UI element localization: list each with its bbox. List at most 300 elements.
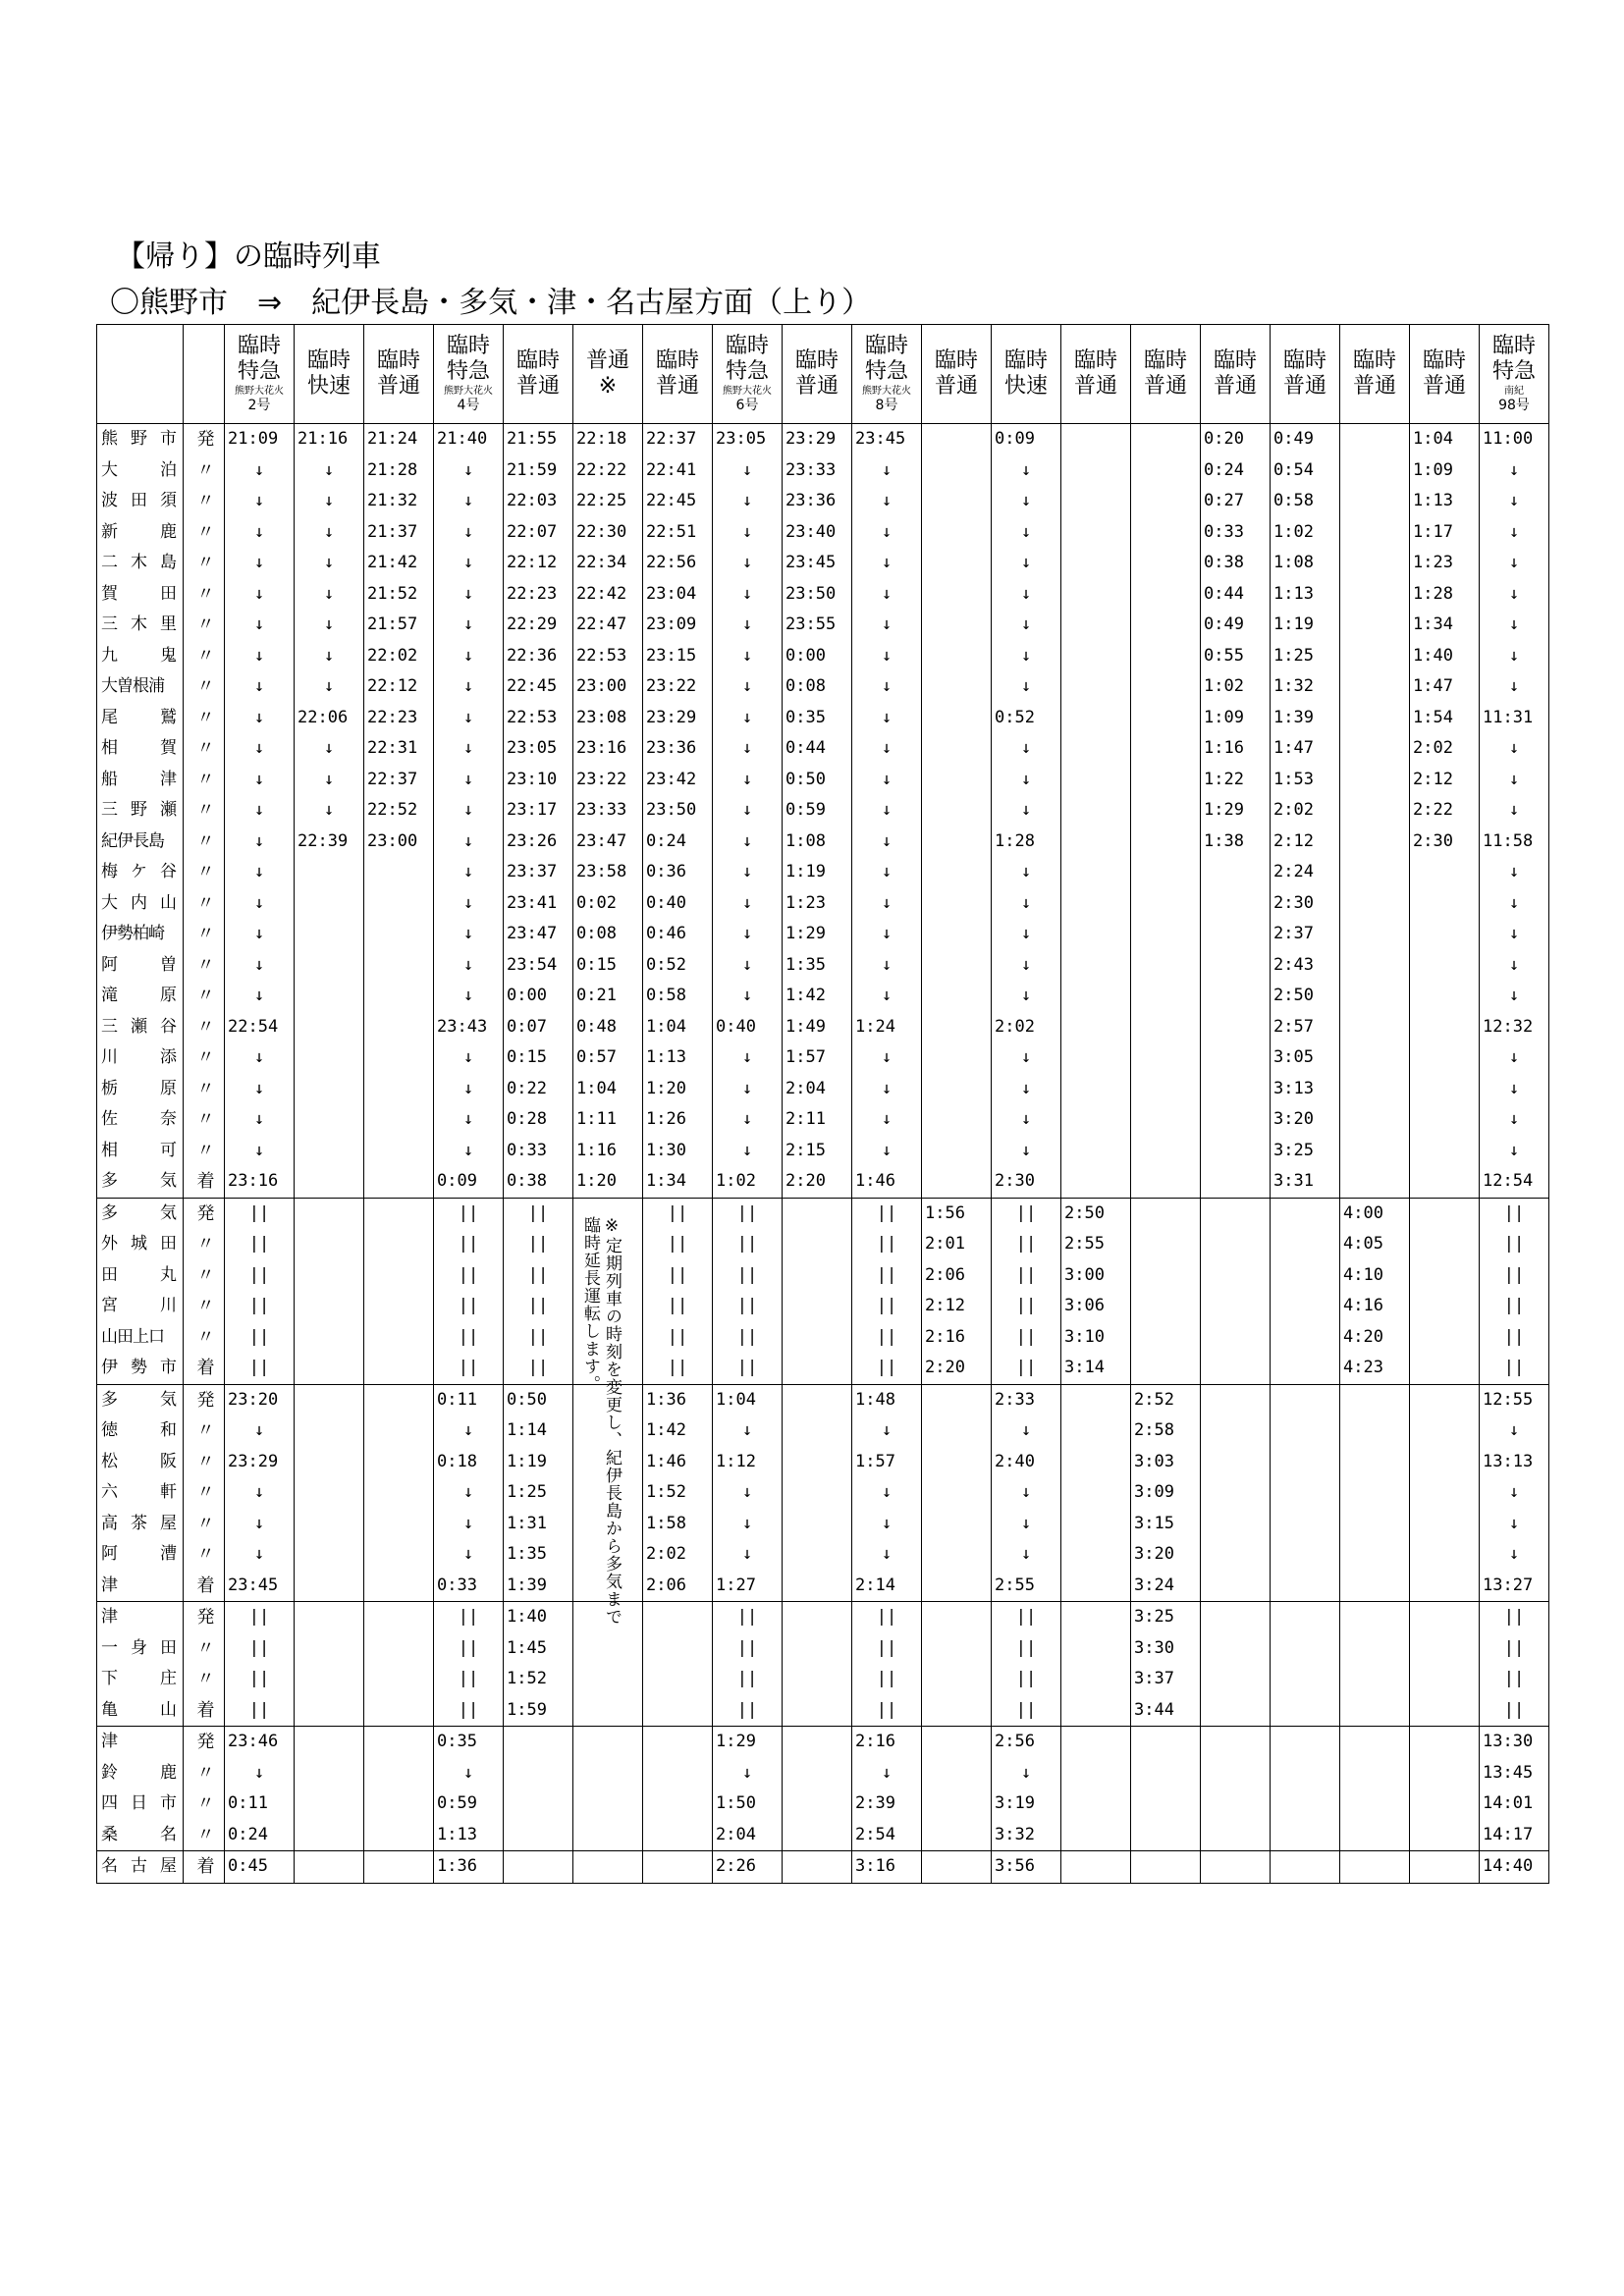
arr-dep-mark: 〃 <box>196 1793 215 1814</box>
station-name: 外 城 田 <box>101 1234 177 1254</box>
time-cell: 0:24 <box>1204 459 1244 480</box>
pass-arrow: ↓ <box>1020 769 1032 789</box>
arr-dep-mark: 〃 <box>196 862 215 882</box>
pass-arrow: ↓ <box>741 676 753 696</box>
pass-arrow: ↓ <box>323 769 335 789</box>
time-cell: 12:55 <box>1483 1389 1534 1410</box>
arr-dep-mark: 〃 <box>196 614 215 635</box>
train-header: 臨時 普通 <box>1410 325 1480 424</box>
train-times <box>1480 424 1549 1199</box>
pass-arrow: ↓ <box>1508 769 1520 789</box>
time-cell: 2:55 <box>1064 1234 1105 1254</box>
train-times <box>783 1198 852 1384</box>
train-times <box>852 1851 922 1884</box>
not-via-mark: || <box>248 1234 270 1254</box>
train-times <box>1201 1727 1271 1851</box>
time-cell: 11:00 <box>1483 429 1534 449</box>
time-cell: 1:14 <box>507 1420 547 1440</box>
time-cell: 23:05 <box>507 738 558 758</box>
time-cell: 23:04 <box>646 583 697 604</box>
not-via-mark: || <box>1015 1637 1037 1658</box>
time-cell: 2:50 <box>1273 986 1314 1005</box>
time-cell: 3:44 <box>1134 1699 1174 1720</box>
time-cell: 3:09 <box>1134 1482 1174 1502</box>
time-cell: 23:36 <box>785 491 837 510</box>
station-name: 津 <box>101 1575 118 1595</box>
time-cell: 0:40 <box>716 1016 756 1037</box>
time-cell: 23:05 <box>716 429 767 449</box>
pass-arrow: ↓ <box>462 986 474 1005</box>
time-cell: 3:00 <box>1064 1264 1105 1285</box>
time-cell: 1:40 <box>507 1607 547 1627</box>
arr-dep-mark: 〃 <box>196 1140 215 1161</box>
time-cell: 2:06 <box>646 1575 686 1595</box>
train-times <box>713 1851 783 1884</box>
pass-arrow: ↓ <box>253 1513 265 1533</box>
station-name: 九 鬼 <box>101 645 177 666</box>
time-cell: 22:42 <box>576 583 627 604</box>
not-via-mark: || <box>1015 1669 1037 1688</box>
time-cell: 2:04 <box>716 1824 756 1844</box>
time-cell: 23:29 <box>785 429 837 449</box>
station-name: 栃 原 <box>101 1078 177 1098</box>
not-via-mark: || <box>876 1234 897 1254</box>
time-cell: 2:58 <box>1134 1420 1174 1440</box>
station-marks <box>184 424 225 1199</box>
time-cell: 3:20 <box>1273 1109 1314 1129</box>
time-cell: 23:20 <box>228 1389 279 1410</box>
time-cell: 1:22 <box>1204 769 1244 789</box>
time-cell: 1:29 <box>716 1732 756 1751</box>
note-cell <box>573 1198 643 1626</box>
pass-arrow: ↓ <box>253 583 265 604</box>
time-cell: 1:49 <box>785 1016 826 1037</box>
pass-arrow: ↓ <box>881 1420 893 1440</box>
pass-arrow: ↓ <box>1020 1544 1032 1564</box>
time-cell: 1:34 <box>646 1171 686 1191</box>
time-cell: 1:34 <box>1413 614 1453 634</box>
not-via-mark: || <box>458 1607 479 1627</box>
train-times <box>992 1851 1061 1884</box>
time-cell: 1:58 <box>646 1513 686 1533</box>
train-times <box>295 1198 364 1384</box>
time-cell: 1:16 <box>576 1140 617 1160</box>
pass-arrow: ↓ <box>741 614 753 634</box>
time-cell: 1:04 <box>1413 429 1453 449</box>
station-name: 大 泊 <box>101 459 177 480</box>
not-via-mark: || <box>458 1296 479 1315</box>
train-times <box>434 1198 504 1384</box>
time-cell: 1:02 <box>716 1171 756 1191</box>
time-cell: 0:08 <box>785 676 826 696</box>
pass-arrow: ↓ <box>741 1544 753 1564</box>
pass-arrow: ↓ <box>1020 1513 1032 1533</box>
arr-dep-mark: 〃 <box>196 892 215 914</box>
station-names <box>97 1727 184 1851</box>
time-cell: 4:00 <box>1343 1202 1383 1223</box>
time-cell: 0:27 <box>1204 491 1244 510</box>
pass-arrow: ↓ <box>253 800 265 820</box>
pass-arrow: ↓ <box>462 892 474 913</box>
train-times <box>1061 1727 1131 1851</box>
time-cell: 21:24 <box>367 429 418 449</box>
time-cell: 23:08 <box>576 707 627 727</box>
not-via-mark: || <box>736 1607 758 1627</box>
pass-arrow: ↓ <box>253 1140 265 1160</box>
time-cell: 14:17 <box>1483 1824 1534 1844</box>
time-cell: 0:49 <box>1204 614 1244 634</box>
pass-arrow: ↓ <box>741 830 753 851</box>
timetable-section <box>97 1602 1549 1727</box>
train-times <box>1480 1384 1549 1602</box>
time-cell: 22:30 <box>576 521 627 542</box>
time-cell: 22:37 <box>646 429 697 449</box>
pass-arrow: ↓ <box>462 645 474 666</box>
time-cell: 0:58 <box>646 986 686 1005</box>
pass-arrow: ↓ <box>1508 491 1520 510</box>
route-subtitle: 〇熊野市 ⇒ 紀伊長島・多気・津・名古屋方面（上り） <box>110 286 872 320</box>
station-name: 宮 川 <box>101 1296 177 1315</box>
time-cell: 3:05 <box>1273 1047 1314 1067</box>
pass-arrow: ↓ <box>1508 1482 1520 1502</box>
operation-note: ※定期列車の時刻を変更し、紀伊長島から多気まで臨時延長運転します。 <box>580 1215 622 1626</box>
not-via-mark: || <box>527 1234 549 1254</box>
time-cell: 1:20 <box>646 1078 686 1098</box>
pass-arrow: ↓ <box>881 830 893 851</box>
time-cell: 0:18 <box>437 1451 477 1471</box>
time-cell: 0:24 <box>646 830 686 851</box>
time-cell: 0:45 <box>228 1856 268 1876</box>
not-via-mark: || <box>667 1326 688 1347</box>
time-cell: 2:12 <box>1413 769 1453 789</box>
pass-arrow: ↓ <box>1508 676 1520 696</box>
station-marks <box>184 1198 225 1384</box>
train-times <box>1410 1198 1480 1384</box>
train-times <box>225 1602 295 1727</box>
not-via-mark: || <box>527 1202 549 1223</box>
train-times <box>1061 1384 1131 1602</box>
time-cell: 21:16 <box>298 429 349 449</box>
not-via-mark: || <box>527 1326 549 1347</box>
pass-arrow: ↓ <box>253 954 265 975</box>
time-cell: 3:03 <box>1134 1451 1174 1471</box>
not-via-mark: || <box>1503 1326 1525 1347</box>
arr-dep-mark: 〃 <box>196 1451 215 1472</box>
not-via-mark: || <box>736 1699 758 1720</box>
time-cell: 0:33 <box>437 1575 477 1595</box>
train-times <box>1410 1384 1480 1602</box>
pass-arrow: ↓ <box>462 614 474 634</box>
pass-arrow: ↓ <box>1020 1109 1032 1129</box>
time-cell: 1:17 <box>1413 521 1453 542</box>
station-name: 高 茶 屋 <box>101 1513 177 1533</box>
time-cell: 3:56 <box>995 1856 1035 1876</box>
time-cell: 1:16 <box>1204 738 1244 758</box>
train-times <box>643 1198 713 1384</box>
time-cell: 1:23 <box>1413 553 1453 572</box>
train-times <box>364 424 434 1199</box>
arr-dep-mark: 〃 <box>196 830 215 852</box>
time-cell: 23:17 <box>507 800 558 820</box>
train-times <box>852 424 922 1199</box>
train-header: 臨時 普通 <box>1271 325 1340 424</box>
pass-arrow: ↓ <box>323 553 335 572</box>
time-cell: 1:46 <box>855 1171 895 1191</box>
arr-dep-mark: 〃 <box>196 1513 215 1534</box>
pass-arrow: ↓ <box>1508 614 1520 634</box>
pass-arrow: ↓ <box>1508 1078 1520 1098</box>
train-header: 臨時 普通 <box>1061 325 1131 424</box>
timetable-section <box>97 1384 1549 1602</box>
pass-arrow: ↓ <box>1020 862 1032 881</box>
pass-arrow: ↓ <box>881 583 893 604</box>
pass-arrow: ↓ <box>881 707 893 727</box>
pass-arrow: ↓ <box>253 1078 265 1098</box>
pass-arrow: ↓ <box>881 1544 893 1564</box>
time-cell: 0:36 <box>646 862 686 881</box>
arr-dep-mark: 〃 <box>196 1824 215 1845</box>
not-via-mark: || <box>736 1296 758 1315</box>
train-times <box>434 1851 504 1884</box>
train-times <box>364 1602 434 1727</box>
pass-arrow: ↓ <box>1508 1109 1520 1129</box>
train-times <box>713 1727 783 1851</box>
train-times <box>992 424 1061 1199</box>
time-cell: 2:02 <box>1413 738 1453 758</box>
time-cell: 23:47 <box>507 924 558 943</box>
time-cell: 1:28 <box>1413 583 1453 604</box>
train-times <box>1271 1602 1340 1727</box>
time-cell: 22:03 <box>507 491 558 510</box>
time-cell: 23:00 <box>367 830 418 851</box>
train-times <box>1131 1198 1201 1384</box>
pass-arrow: ↓ <box>1020 1047 1032 1067</box>
time-cell: 2:12 <box>1273 830 1314 851</box>
train-times <box>364 1198 434 1384</box>
time-cell: 0:44 <box>785 738 826 758</box>
time-cell: 23:36 <box>646 738 697 758</box>
time-cell: 1:09 <box>1204 707 1244 727</box>
pass-arrow: ↓ <box>881 521 893 542</box>
pass-arrow: ↓ <box>881 1109 893 1129</box>
station-name: 伊 勢 柏 崎 <box>101 924 164 943</box>
pass-arrow: ↓ <box>1020 924 1032 943</box>
timetable <box>96 324 1549 1884</box>
train-header: 普通 ※ <box>573 325 643 424</box>
time-cell: 22:23 <box>507 583 558 604</box>
pass-arrow: ↓ <box>1508 1047 1520 1067</box>
train-header: 臨時 普通 <box>1340 325 1410 424</box>
pass-arrow: ↓ <box>1020 583 1032 604</box>
pass-arrow: ↓ <box>462 1047 474 1067</box>
time-cell: 23:33 <box>785 459 837 480</box>
pass-arrow: ↓ <box>253 491 265 510</box>
pass-arrow: ↓ <box>462 738 474 758</box>
time-cell: 0:24 <box>228 1824 268 1844</box>
station-name: 六 軒 <box>101 1482 177 1502</box>
train-times <box>1340 1602 1410 1727</box>
time-cell: 2:16 <box>925 1326 965 1347</box>
time-cell: 1:08 <box>785 830 826 851</box>
not-via-mark: || <box>667 1234 688 1254</box>
time-cell: 3:24 <box>1134 1575 1174 1595</box>
train-times <box>364 1727 434 1851</box>
not-via-mark: || <box>248 1296 270 1315</box>
not-via-mark: || <box>527 1296 549 1315</box>
time-cell: 1:29 <box>785 924 826 943</box>
time-cell: 23:45 <box>855 429 906 449</box>
not-via-mark: || <box>458 1234 479 1254</box>
not-via-mark: || <box>876 1326 897 1347</box>
time-cell: 21:42 <box>367 553 418 572</box>
station-name: 新 鹿 <box>101 521 177 542</box>
not-via-mark: || <box>458 1669 479 1688</box>
time-cell: 4:10 <box>1343 1264 1383 1285</box>
time-cell: 0:07 <box>507 1016 547 1037</box>
time-cell: 0:50 <box>785 769 826 789</box>
not-via-mark: || <box>876 1607 897 1627</box>
time-cell: 21:37 <box>367 521 418 542</box>
pass-arrow: ↓ <box>1020 1140 1032 1160</box>
pass-arrow: ↓ <box>1508 459 1520 480</box>
time-cell: 23:43 <box>437 1016 488 1037</box>
timetable-section <box>97 1198 1549 1384</box>
time-cell: 0:33 <box>507 1140 547 1160</box>
time-cell: 22:25 <box>576 491 627 510</box>
train-times <box>434 1602 504 1727</box>
time-cell: 2:16 <box>855 1732 895 1751</box>
time-cell: 22:06 <box>298 707 349 727</box>
time-cell: 0:22 <box>507 1078 547 1098</box>
not-via-mark: || <box>1503 1669 1525 1688</box>
station-name: 相 可 <box>101 1140 177 1160</box>
time-cell: 13:27 <box>1483 1575 1534 1595</box>
station-names <box>97 424 184 1199</box>
station-name: 徳 和 <box>101 1420 177 1440</box>
train-times <box>225 1198 295 1384</box>
time-cell: 22:18 <box>576 429 627 449</box>
train-times <box>504 1602 573 1727</box>
train-times <box>504 1727 573 1851</box>
time-cell: 1:31 <box>507 1513 547 1533</box>
station-name: 梅 ケ 谷 <box>101 862 177 881</box>
time-cell: 1:09 <box>1413 459 1453 480</box>
arr-dep-mark: 着 <box>196 1575 215 1596</box>
time-cell: 23:10 <box>507 769 558 789</box>
not-via-mark: || <box>458 1202 479 1223</box>
time-cell: 22:12 <box>507 553 558 572</box>
time-cell: 1:20 <box>576 1171 617 1191</box>
time-cell: 23:26 <box>507 830 558 851</box>
time-cell: 23:58 <box>576 862 627 881</box>
train-header: 臨時 普通 <box>1201 325 1271 424</box>
time-cell: 0:48 <box>576 1016 617 1037</box>
time-cell: 0:59 <box>437 1793 477 1813</box>
station-name: 一 身 田 <box>101 1637 177 1658</box>
time-cell: 0:50 <box>507 1389 547 1410</box>
pass-arrow: ↓ <box>253 1482 265 1502</box>
arr-dep-mark: 〃 <box>196 1109 215 1130</box>
train-times <box>852 1602 922 1727</box>
arr-dep-mark: 〃 <box>196 800 215 821</box>
time-cell: 22:47 <box>576 614 627 634</box>
train-times <box>1340 1727 1410 1851</box>
pass-arrow: ↓ <box>462 521 474 542</box>
pass-arrow: ↓ <box>1508 892 1520 913</box>
time-cell: 2:33 <box>995 1389 1035 1410</box>
pass-arrow: ↓ <box>462 583 474 604</box>
time-cell: 23:46 <box>228 1732 279 1751</box>
station-name: 津 <box>101 1607 118 1627</box>
time-cell: 1:35 <box>785 954 826 975</box>
not-via-mark: || <box>458 1326 479 1347</box>
arr-dep-mark: 発 <box>196 1202 215 1224</box>
time-cell: 1:52 <box>646 1482 686 1502</box>
time-cell: 1:12 <box>716 1451 756 1471</box>
pass-arrow: ↓ <box>323 738 335 758</box>
train-times <box>922 1198 992 1384</box>
pass-arrow: ↓ <box>1508 1513 1520 1533</box>
time-cell: 1:24 <box>855 1016 895 1037</box>
train-times <box>1201 424 1271 1199</box>
train-times <box>1271 1851 1340 1884</box>
time-cell: 1:19 <box>785 862 826 881</box>
train-header: 臨時 普通 <box>364 325 434 424</box>
not-via-mark: || <box>736 1264 758 1285</box>
time-cell: 1:13 <box>646 1047 686 1067</box>
train-times <box>225 1384 295 1602</box>
arr-dep-mark: 〃 <box>196 1669 215 1689</box>
pass-arrow: ↓ <box>1020 521 1032 542</box>
time-cell: 1:30 <box>646 1140 686 1160</box>
arr-dep-mark: 〃 <box>196 986 215 1006</box>
station-marks <box>184 1727 225 1851</box>
train-header: 臨時 特急 南紀 98号 <box>1480 325 1549 424</box>
station-marks <box>184 1851 225 1884</box>
time-cell: 22:31 <box>367 738 418 758</box>
pass-arrow: ↓ <box>741 1140 753 1160</box>
time-cell: 3:13 <box>1273 1078 1314 1098</box>
pass-arrow: ↓ <box>1020 1482 1032 1502</box>
train-times <box>1271 424 1340 1199</box>
timetable-section <box>97 1851 1549 1884</box>
time-cell: 1:48 <box>855 1389 895 1410</box>
not-via-mark: || <box>876 1264 897 1285</box>
arr-dep-mark: 着 <box>196 1699 215 1721</box>
time-cell: 11:31 <box>1483 707 1534 727</box>
pass-arrow: ↓ <box>881 553 893 572</box>
pass-arrow: ↓ <box>1508 583 1520 604</box>
train-times <box>1061 424 1131 1199</box>
time-cell: 23:22 <box>646 676 697 696</box>
train-times <box>643 1851 713 1884</box>
time-cell: 2:24 <box>1273 862 1314 881</box>
time-cell: 2:26 <box>716 1856 756 1876</box>
time-cell: 1:02 <box>1204 676 1244 696</box>
pass-arrow: ↓ <box>462 491 474 510</box>
station-name: 熊 野 市 <box>101 429 177 449</box>
not-via-mark: || <box>1503 1234 1525 1254</box>
time-cell: 0:59 <box>785 800 826 820</box>
not-via-mark: || <box>1015 1264 1037 1285</box>
time-cell: 12:32 <box>1483 1016 1534 1037</box>
time-cell: 1:56 <box>925 1202 965 1223</box>
pass-arrow: ↓ <box>741 924 753 943</box>
pass-arrow: ↓ <box>741 738 753 758</box>
arr-dep-mark: 〃 <box>196 707 215 728</box>
not-via-mark: || <box>736 1669 758 1688</box>
not-via-mark: || <box>1503 1699 1525 1720</box>
